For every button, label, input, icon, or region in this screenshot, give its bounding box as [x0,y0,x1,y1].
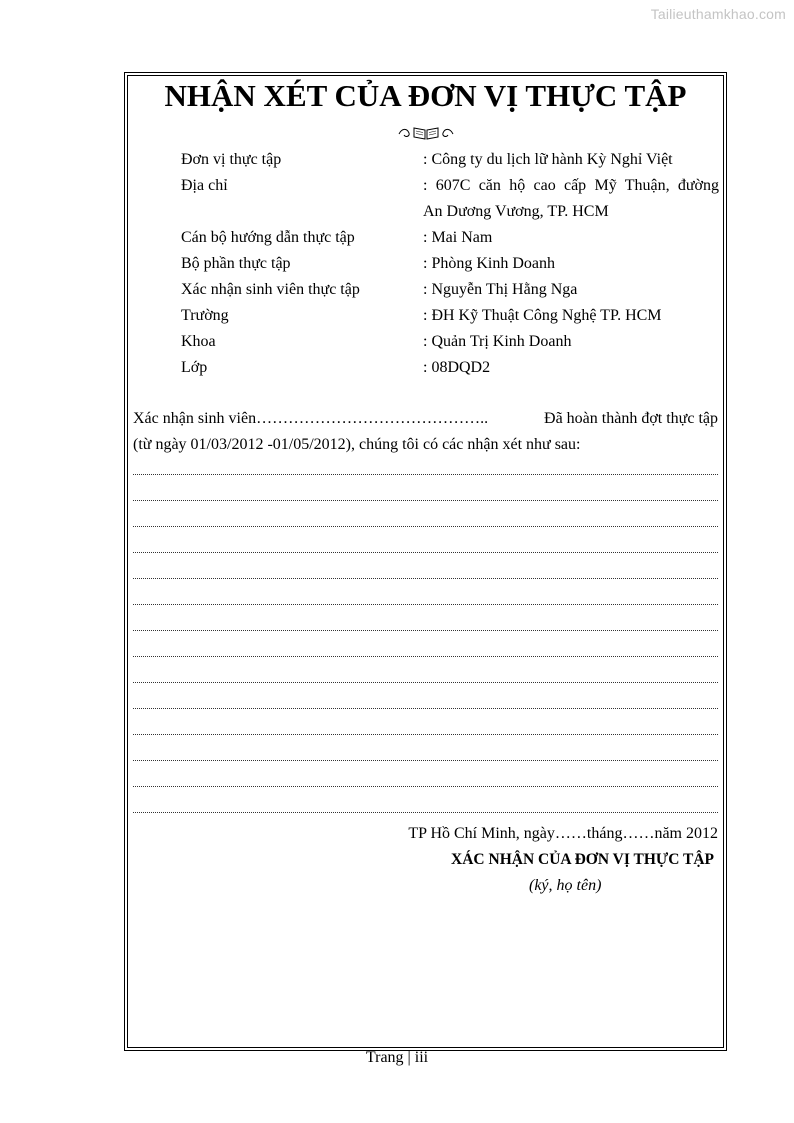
info-label: Bộ phần thực tập [181,255,291,272]
info-value-continued: An Dương Vương, TP. HCM [423,203,609,220]
info-label: Trường [181,307,229,324]
dotted-line [133,708,718,711]
place-date: TP Hồ Chí Minh, ngày……tháng……năm 2012 [408,825,718,842]
info-value: : Phòng Kinh Doanh [423,255,555,272]
signature-note: (ký, họ tên) [529,877,602,894]
watermark: Tailieuthamkhao.com [650,6,786,22]
info-label: Đơn vị thực tập [181,151,282,168]
info-value: : ĐH Kỹ Thuật Công Nghệ TP. HCM [423,307,662,324]
page-footer: Trang | iii [365,1049,429,1066]
info-label: Địa chỉ [181,177,228,194]
dotted-line [133,734,718,737]
dotted-line [133,656,718,659]
signature-title: XÁC NHẬN CỦA ĐƠN VỊ THỰC TẬP [451,851,714,868]
info-value: : Mai Nam [423,229,493,246]
page-title: NHẬN XÉT CỦA ĐƠN VỊ THỰC TẬP [164,78,687,113]
dotted-line [133,812,718,815]
paragraph-line-1-left: Xác nhận sinh viên…………………………………….. [133,410,489,427]
dotted-line [133,786,718,789]
info-value: : Công ty du lịch lữ hành Kỳ Nghỉ Việt [423,151,673,168]
info-value: : 607C căn hộ cao cấp Mỹ Thuận, đường [423,177,719,194]
info-label: Xác nhận sinh viên thực tập [181,281,360,298]
info-value: : 08DQD2 [423,359,491,376]
dotted-line [133,604,718,607]
paragraph-line-1-right: Đã hoàn thành đợt thực tập [544,410,718,427]
dotted-line [133,630,718,633]
paragraph-line-2: (từ ngày 01/03/2012 -01/05/2012), chúng tôi có các nhận xét như sau: [133,436,581,453]
info-label: Cán bộ hướng dẫn thực tập [181,229,355,246]
dotted-line [133,552,718,555]
info-value: : Nguyễn Thị Hằng Nga [423,281,578,298]
confirmation-paragraph [133,406,718,458]
dotted-line [133,682,718,685]
book-ornament-icon [397,125,455,141]
dotted-line [133,500,718,503]
info-value: : Quản Trị Kinh Doanh [423,333,572,350]
paragraph-line-1 [133,406,718,432]
dotted-line [133,526,718,529]
info-label: Khoa [181,333,216,350]
dotted-line [133,578,718,581]
dotted-line [133,760,718,763]
dotted-line [133,474,718,477]
info-label: Lớp [181,359,208,376]
